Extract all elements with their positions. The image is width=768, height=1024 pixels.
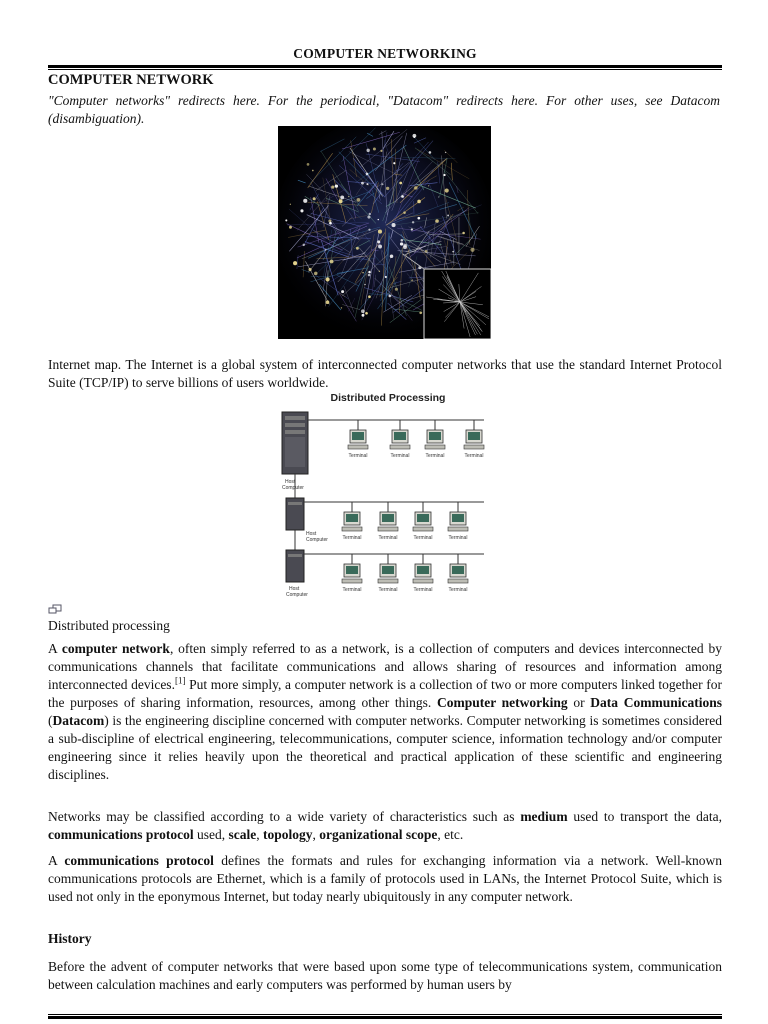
term-communications-protocol: communications protocol — [64, 853, 214, 868]
terminal-label: Terminal — [342, 535, 362, 541]
term-topology: topology — [263, 827, 313, 842]
term-data-communications: Data Communications — [590, 695, 722, 710]
terminal-icon — [425, 420, 445, 459]
terminal-icon — [413, 502, 433, 541]
paragraph-classification: Networks may be classified according to a wide variety of characteristics such as medium used to transport the data, communications protocol used, scale, topology, organizational scope, etc. — [48, 809, 722, 842]
distributed-processing-figure — [278, 390, 494, 605]
terminal-label: Terminal — [390, 453, 410, 459]
terminal-label: Terminal — [348, 453, 368, 459]
terminal-icon — [464, 420, 484, 459]
svg-text:Host: Host — [306, 531, 317, 537]
enlarge-icon[interactable] — [48, 604, 62, 614]
history-heading: History — [48, 931, 92, 946]
terminal-label: Terminal — [342, 587, 362, 593]
terminal-icon — [448, 554, 468, 593]
terminal-label: Terminal — [448, 535, 468, 541]
terminal-icon — [342, 554, 362, 593]
terminal-label: Terminal — [448, 587, 468, 593]
term-datacom: Datacom — [52, 713, 105, 728]
svg-text:Computer: Computer — [286, 592, 308, 598]
section-heading: COMPUTER NETWORK — [48, 72, 214, 88]
term-organizational-scope: organizational scope — [319, 827, 438, 842]
host-computer-icon — [286, 550, 304, 582]
terminal-icon — [413, 554, 433, 593]
svg-text:Host: Host — [289, 586, 300, 592]
terminal-label: Terminal — [425, 453, 445, 459]
terminal-icon — [342, 502, 362, 541]
reference-link[interactable]: [1] — [174, 675, 186, 686]
footer-rule — [48, 1014, 722, 1019]
terminal-label: Terminal — [464, 453, 484, 459]
svg-text:Computer: Computer — [282, 485, 304, 491]
terminal-icon — [378, 554, 398, 593]
terminal-icon — [448, 502, 468, 541]
svg-text:Computer: Computer — [306, 537, 328, 543]
header-rule — [48, 65, 722, 70]
term-communications-protocol: communications protocol — [48, 827, 194, 842]
terminal-label: Terminal — [413, 535, 433, 541]
host-computer-icon — [286, 498, 304, 530]
svg-text:Host: Host — [285, 479, 296, 485]
term-computer-network: computer network — [61, 641, 170, 656]
distributed-processing-diagram — [278, 390, 494, 605]
term-medium: medium — [520, 809, 568, 824]
term-computer-networking: Computer networking — [436, 695, 568, 710]
distributed-processing-caption: Distributed processing — [48, 618, 170, 633]
internet-map-caption: Internet map. The Internet is a global system of interconnected computer networks that use the standard Internet Protocol Suite (TCP/IP) to serve billions of users worldwide. — [48, 357, 722, 390]
terminal-icon — [390, 420, 410, 459]
paragraph-computer-network: A computer network, often simply referred to as a network, is a collection of computers and devices interconnected by communications channels that facilitate communications and allows sharing of resources and information among interconnected devices.[1] Put more simply, a computer network is a collection of two or more computers linked together for the purposes of sharing information, resources, among other things. Computer networking or Data Communications (Datacom) is the engineering discipline concerned with computer networks. Computer networking is sometimes considered a sub-discipline of electrical engineering, telecommunications, computer science, information technology and/or computer engineering since it relies heavily upon the theoretical and practical application of these scientific and engineering disciplines. — [48, 641, 722, 782]
terminal-label: Terminal — [378, 587, 398, 593]
term-scale: scale — [228, 827, 257, 842]
internet-map-graphic — [278, 126, 491, 339]
terminal-icon — [348, 420, 368, 459]
redirect-note: "Computer networks" redirects here. For the periodical, "Datacom" redirects here. For other uses, see Datacom (disambiguation). — [48, 93, 720, 126]
server-tower-icon — [282, 412, 308, 474]
terminal-label: Terminal — [413, 587, 433, 593]
paragraph-history: Before the advent of computer networks that were based upon some type of telecommunications system, communication between calculation machines and early computers was performed by human users by — [48, 959, 722, 992]
paragraph-protocol: A communications protocol defines the formats and rules for exchanging information via a network. Well-known communications protocols are Ethernet, which is a family of protocols used in LANs, the Internet Protocol Suite, which is used not only in the eponymous Internet, but today nearly ubiquitously in any computer network. — [48, 853, 723, 904]
internet-map-image — [278, 126, 491, 339]
terminal-icon — [378, 502, 398, 541]
diagram-title: Distributed Processing — [330, 392, 446, 404]
terminal-label: Terminal — [378, 535, 398, 541]
page-title: COMPUTER NETWORKING — [293, 46, 477, 61]
